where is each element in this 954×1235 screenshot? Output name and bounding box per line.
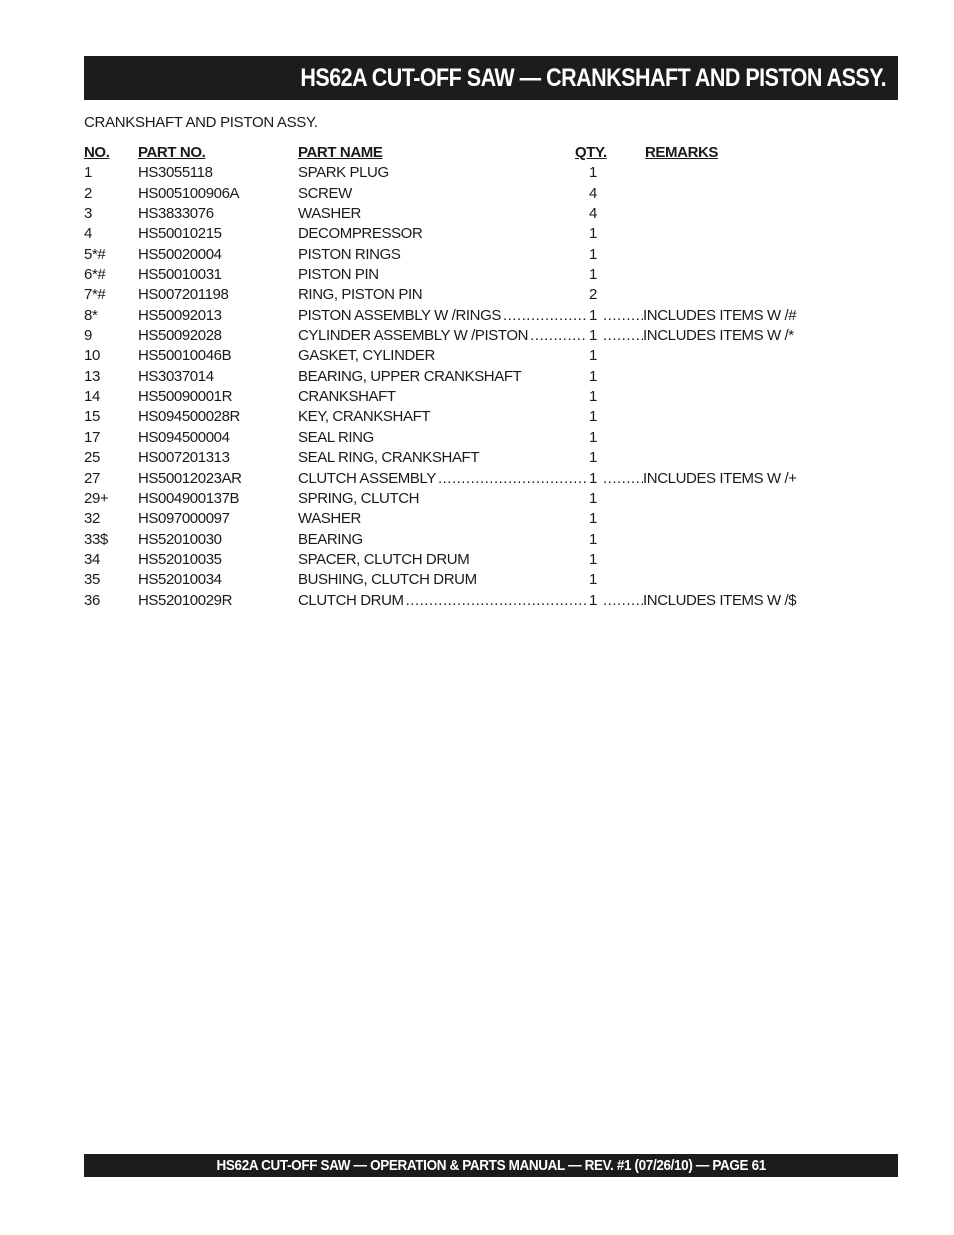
part-name-cell [298,489,587,509]
table-row [84,570,814,590]
part-number: HS52010029R [138,591,233,609]
part-name: BEARING [298,530,363,548]
part-number: HS50020004 [138,245,222,263]
item-number: 5*# [84,245,106,263]
part-number: HS097000097 [138,510,230,528]
table-row [84,591,814,611]
part-name: SCREW [298,184,352,202]
part-number: HS005100906A [138,184,240,202]
part-name-cell [298,509,587,529]
dot-leader [603,326,643,346]
footer-bar [84,1154,898,1177]
part-name: CRANKSHAFT [298,388,396,406]
column-header-no: NO. [84,144,110,161]
item-number: 8* [84,306,98,324]
part-name: SEAL RING [298,428,374,446]
part-name: GASKET, CYLINDER [298,347,435,365]
part-number: HS004900137B [138,489,240,507]
table-row [84,469,814,489]
dot-leader [528,326,587,346]
remarks-cell [603,326,803,346]
part-number: HS50012023AR [138,469,242,487]
remarks-cell [603,306,803,326]
item-number: 27 [84,469,100,487]
part-number: HS007201198 [138,286,229,304]
part-number: HS50010031 [138,266,222,284]
quantity: 1 [589,571,597,589]
table-row [84,428,814,448]
quantity: 4 [589,184,597,202]
column-header-part-name: PART NAME [298,144,383,161]
part-number: HS52010035 [138,550,222,568]
item-number: 15 [84,408,100,426]
part-name-cell [298,530,587,550]
remarks-cell [603,591,803,611]
item-number: 3 [84,205,92,223]
item-number: 2 [84,184,92,202]
part-name: KEY, CRANKSHAFT [298,408,431,426]
dot-leader [603,469,643,489]
part-number: HS50092028 [138,327,222,345]
table-row [84,204,814,224]
part-name: PISTON PIN [298,266,379,284]
table-row [84,387,814,407]
item-number: 32 [84,510,100,528]
part-name: WASHER [298,205,361,223]
part-name-cell [298,245,587,265]
part-name-cell [298,570,587,590]
part-name: BEARING, UPPER CRANKSHAFT [298,367,522,385]
item-number: 13 [84,367,100,385]
item-number: 17 [84,428,100,446]
quantity: 2 [589,286,597,304]
part-number: HS50010046B [138,347,232,365]
item-number: 7*# [84,286,106,304]
part-name-cell [298,184,587,204]
column-header-qty: QTY. [575,144,607,161]
part-name-cell [298,469,587,489]
quantity: 1 [589,449,597,467]
item-number: 10 [84,347,100,365]
part-name-cell [298,204,587,224]
part-name-cell [298,346,587,366]
remarks: INCLUDES ITEMS W /* [643,327,794,345]
table-row [84,163,814,183]
part-name: PISTON ASSEMBLY W /RINGS [298,306,501,324]
item-number: 9 [84,327,92,345]
quantity: 1 [589,591,597,609]
part-name-cell [298,285,587,305]
column-header-part-no: PART NO. [138,144,206,161]
quantity: 1 [589,347,597,365]
quantity: 1 [589,367,597,385]
part-name: SPRING, CLUTCH [298,489,420,507]
part-name-cell [298,265,587,285]
remarks: INCLUDES ITEMS W /# [643,306,797,324]
remarks: INCLUDES ITEMS W /$ [643,591,797,609]
table-row [84,509,814,529]
quantity: 1 [589,510,597,528]
item-number: 6*# [84,266,106,284]
item-number: 35 [84,571,100,589]
part-name: CLUTCH DRUM [298,591,404,609]
page-title: HS62A CUT-OFF SAW — CRANKSHAFT AND PISTON ASSY. [300,63,886,92]
quantity: 1 [589,428,597,446]
quantity: 1 [589,266,597,284]
part-name-cell [298,448,587,468]
part-name: PISTON RINGS [298,245,401,263]
part-number: HS52010034 [138,571,222,589]
part-name: BUSHING, CLUTCH DRUM [298,571,477,589]
quantity: 1 [589,245,597,263]
table-row [84,224,814,244]
remarks: INCLUDES ITEMS W /+ [643,469,797,487]
quantity: 1 [589,306,597,324]
part-name: RING, PISTON PIN [298,286,423,304]
part-name-cell [298,326,587,346]
part-number: HS094500004 [138,428,230,446]
part-name: CYLINDER ASSEMBLY W /PISTON [298,327,529,345]
table-row [84,448,814,468]
quantity: 1 [589,408,597,426]
table-row [84,550,814,570]
table-row [84,245,814,265]
part-name: SEAL RING, CRANKSHAFT [298,449,480,467]
part-name-cell [298,306,587,326]
quantity: 1 [589,388,597,406]
quantity: 1 [589,164,597,182]
dot-leader [404,591,587,611]
quantity: 1 [589,225,597,243]
part-number: HS007201313 [138,449,230,467]
header-bar [84,56,898,100]
part-name-cell [298,367,587,387]
item-number: 14 [84,388,100,406]
footer-text: HS62A CUT-OFF SAW — OPERATION & PARTS MANUAL — REV. #1 (07/26/10) — PAGE 61 [216,1157,766,1174]
part-number: HS52010030 [138,530,222,548]
part-name-cell [298,163,587,183]
table-row [84,346,814,366]
quantity: 1 [589,530,597,548]
item-number: 29+ [84,489,109,507]
table-row [84,285,814,305]
quantity: 1 [589,469,597,487]
table-header-row [84,143,814,163]
part-number: HS50092013 [138,306,222,324]
part-number: HS3037014 [138,367,214,385]
section-title: CRANKSHAFT AND PISTON ASSY. [84,114,318,131]
table-row [84,407,814,427]
table-row [84,184,814,204]
parts-table [84,143,814,611]
part-name: SPARK PLUG [298,164,389,182]
part-name: CLUTCH ASSEMBLY [298,469,436,487]
table-row [84,530,814,550]
item-number: 25 [84,449,100,467]
item-number: 4 [84,225,92,243]
quantity: 1 [589,489,597,507]
part-name-cell [298,387,587,407]
part-name-cell [298,428,587,448]
table-row [84,326,814,346]
part-name: SPACER, CLUTCH DRUM [298,550,470,568]
part-number: HS50090001R [138,388,233,406]
dot-leader [603,306,643,326]
dot-leader [603,591,643,611]
quantity: 1 [589,327,597,345]
part-number: HS094500028R [138,408,240,426]
table-row [84,489,814,509]
dot-leader [501,306,587,326]
item-number: 1 [84,164,92,182]
part-name-cell [298,224,587,244]
column-header-remarks: REMARKS [645,144,719,161]
quantity: 1 [589,550,597,568]
item-number: 36 [84,591,100,609]
table-row [84,306,814,326]
part-name-cell [298,407,587,427]
item-number: 34 [84,550,100,568]
part-name: WASHER [298,510,361,528]
part-name: DECOMPRESSOR [298,225,423,243]
part-number: HS3055118 [138,164,213,182]
dot-leader [436,469,587,489]
part-number: HS50010215 [138,225,222,243]
part-number: HS3833076 [138,205,214,223]
table-row [84,265,814,285]
remarks-cell [603,469,803,489]
item-number: 33$ [84,530,108,548]
table-row [84,367,814,387]
quantity: 4 [589,205,597,223]
part-name-cell [298,591,587,611]
part-name-cell [298,550,587,570]
